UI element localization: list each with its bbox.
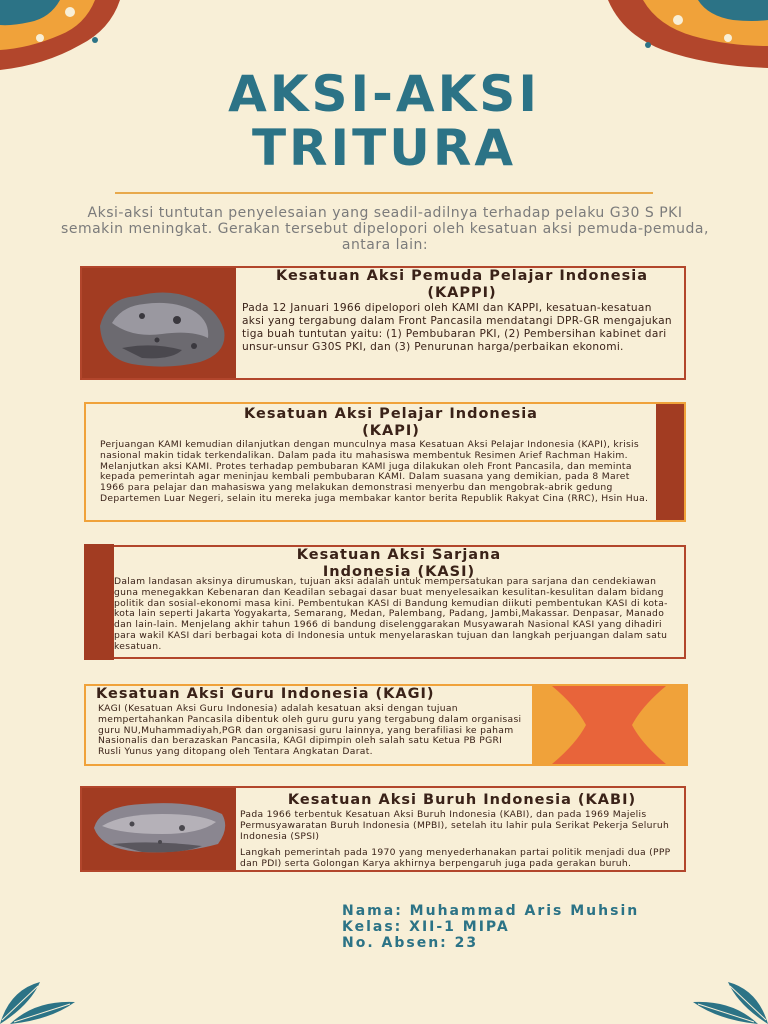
- section-body: [114, 577, 682, 659]
- section-card-kapi: [84, 402, 686, 522]
- hourglass-pattern-icon: [532, 686, 686, 764]
- section-paragraph: Langkah pemerintah pada 1970 yang menyederhanakan partai politik menjadi dua (PPP dan PDI) serta Golongan Karya akhirnya berpengaruh juga pada gerakan buruh.: [240, 847, 671, 870]
- section-card-kappi: [80, 266, 686, 380]
- section-paragraph: Pada 12 Januari 1966 dipelopori oleh KAMI dan KAPPI, kesatuan-kesatuan aksi yang tergabung dalam Front Pancasila mendatangi DPR-GR mengajukan tiga buah tuntutan yaitu: (1) Pembubaran PKI, (2) Pembersihan kabinet dari unsur-unsur G30S PKI, dan (3) Penurunan harga/perbaikan ekonomi.: [242, 302, 672, 353]
- section-card-kagi: [84, 684, 688, 766]
- section-body: [242, 302, 672, 360]
- section-paragraph: Pada 1966 terbentuk Kesatuan Aksi Buruh Indonesia (KABI), dan pada 1969 Majelis Permusyawaratan Buruh Indonesia (MPBI), setelah itu lahir pula Serikat Pekerja Seluruh Indonesia (SPSI): [240, 809, 670, 842]
- section-paragraph: Dalam landasan aksinya dirumuskan, tujuan aksi adalah untuk mempersatukan para sarjana dan cendekiawan guna menegakkan Kebenaran dan Keadilan sebagai dasar buat menyelesaikan kesulitan-kesulitan dalam bidang politik dan sosial-ekonomi masa kini. Pembentukan KASI di Bandung kemudian diikuti pembentukan KASI di kota-kota lain seperti Jakarta Yogyakarta, Semarang, Medan, Palembang, Padang, Jambi,Makassar. Denpasar, Manado dan lain-lain. Menjelang akhir tahun 1966 di bandung diselenggarakan Musyawarah Nasional KASI yang dihadiri para wakil KASI dari berbagai kota di Indonesia untuk menyelaraskan tujuan dan langkah perjuangan dalam satu kesatuan.: [114, 576, 668, 652]
- title-divider: [115, 192, 653, 194]
- leaf-ornament-icon: [0, 980, 80, 1024]
- section-title: Kesatuan Aksi Sarjana Indonesia (KASI): [296, 547, 502, 580]
- page-title-line1: AKSI-AKSI: [228, 65, 540, 123]
- section-body: [100, 440, 650, 511]
- intro-text: Aksi-aksi tuntutan penyelesaian yang seadil-adilnya terhadap pelaku G30 S PKI semakin meningkat. Gerakan tersebut dipelopori oleh kesatuan aksi pemuda-pemuda, antara lain:: [61, 205, 709, 253]
- rock-icon: [82, 268, 236, 378]
- section-body: [240, 810, 680, 876]
- section-title: Kesatuan Aksi Pelajar Indonesia (KAPI): [244, 406, 538, 439]
- page-title-line2: TRITURA: [251, 119, 517, 177]
- leaf-ornament-icon: [688, 980, 768, 1024]
- section-title: Kesatuan Aksi Guru Indonesia (KAGI): [96, 686, 435, 702]
- accent-bar: [84, 544, 114, 660]
- accent-bar: [656, 404, 684, 520]
- section-title: Kesatuan Aksi Pemuda Pelajar Indonesia (KAPPI): [275, 268, 649, 301]
- rock-icon: [82, 788, 236, 870]
- section-card-kasi: [114, 545, 686, 659]
- section-paragraph: KAGI (Kesatuan Aksi Guru Indonesia) adalah kesatuan aksi dengan tujuan mempertahankan Pancasila dibentuk oleh guru guru yang tergabung dalam organisasi guru NU,Muhammadiyah,PGR dan organisasi guru lainnya, yang berafiliasi ke paham Nasionalis dan berazaskan Pancasila, KAGI dipimpin oleh salah satu Ketua PB PGRI Rusli Yunus yang ditopang oleh Tentara Angkatan Darat.: [98, 703, 522, 758]
- author-class: Kelas: XII-1 MIPA: [342, 919, 510, 935]
- author-name: Nama: Muhammad Aris Muhsin: [342, 903, 640, 919]
- section-paragraph: Perjuangan KAMI kemudian dilanjutkan dengan munculnya masa Kesatuan Aksi Pelajar Indonesia (KAPI), krisis nasional makin tidak terkendalikan. Dalam pada itu mahasiswa membentuk Resimen Arief Rachman Hakim. Melanjutkan aksi KAMI. Protes terhadap pembubaran KAMI juga dilakukan oleh Front Pancasila, dan meminta kepada pemerintah agar meninjau kembali pembubaran KAMI. Dalam suasana yang demikian, pada 8 Maret 1966 para pelajar dan mahasiswa yang melakukan demonstrasi menyerbu dan mengobrak-abrik gedung Departemen Luar Negeri, selain itu mereka juga membakar kantor berita Republik Rakyat Cina (RRC), Hsin Hua.: [100, 439, 649, 504]
- section-body: [98, 704, 528, 764]
- rock-image-panel: [82, 788, 236, 870]
- section-card-kabi: [80, 786, 686, 872]
- section-title: Kesatuan Aksi Buruh Indonesia (KABI): [287, 792, 637, 808]
- author-absen: No. Absen: 23: [342, 935, 479, 951]
- rock-image-panel: [82, 268, 236, 378]
